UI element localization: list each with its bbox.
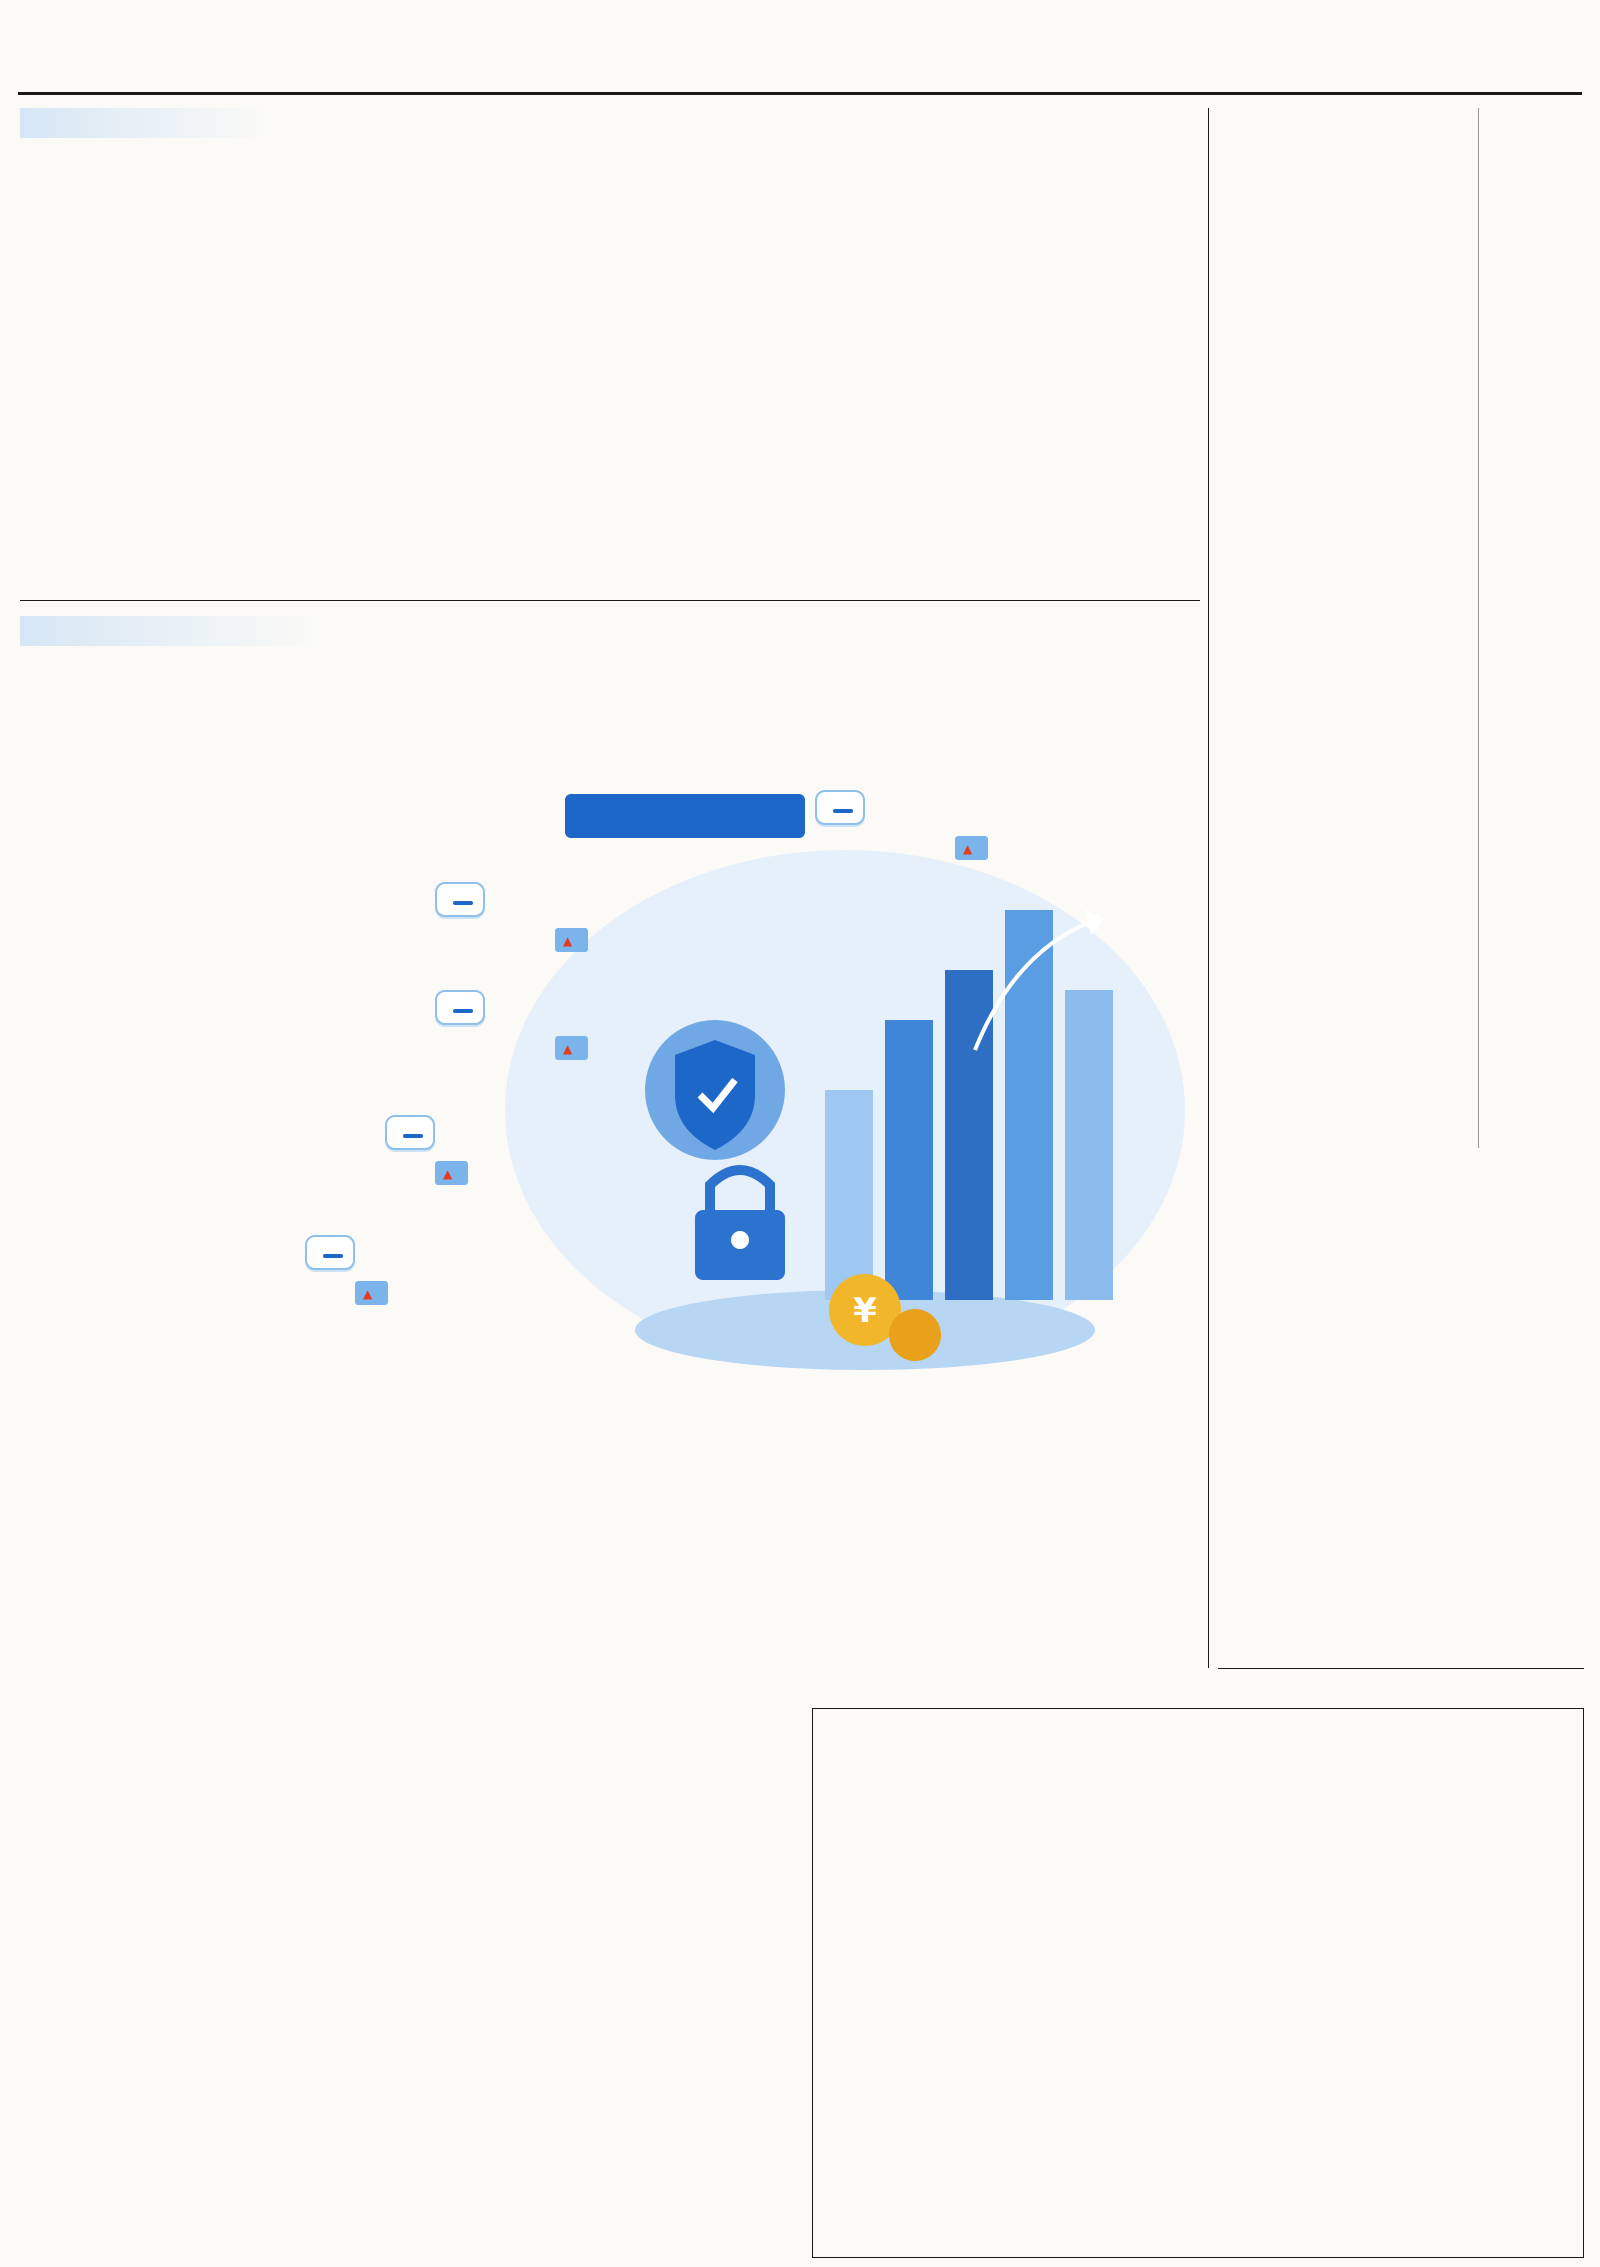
divider — [20, 600, 1200, 601]
growth-badge — [355, 1281, 388, 1305]
ad-body — [827, 1795, 1571, 2235]
article-column — [420, 1400, 792, 2258]
sidebar-column — [1218, 1150, 1584, 1662]
sidebar-column — [1218, 108, 1450, 1148]
column-tag-bar — [20, 108, 270, 138]
up-triangle-icon: ▲ — [563, 1042, 573, 1056]
growth-badge — [435, 1161, 468, 1185]
column-tag — [20, 108, 32, 138]
stat-card-pingan — [385, 1115, 435, 1150]
article-body — [20, 258, 1200, 588]
column-divider — [1208, 108, 1209, 1668]
divider — [1218, 1668, 1584, 1669]
up-triangle-icon: ▲ — [443, 1167, 453, 1181]
svg-text:¥: ¥ — [853, 1291, 877, 1331]
article-column — [20, 780, 410, 1480]
column-tag — [20, 616, 32, 646]
growth-badge — [555, 1036, 588, 1060]
article-column — [20, 1488, 410, 2258]
up-triangle-icon: ▲ — [563, 934, 573, 948]
infographic-banner — [565, 794, 805, 838]
up-triangle-icon: ▲ — [363, 1287, 373, 1301]
infographic-background — [415, 790, 1195, 1390]
article-column — [812, 1400, 1200, 1690]
growth-badge — [555, 928, 588, 952]
advertisement — [812, 1708, 1584, 2258]
stat-card-cpic — [435, 990, 485, 1025]
stat-card-picc — [815, 790, 865, 825]
column-tag-bar — [20, 616, 320, 646]
growth-badge — [955, 836, 988, 860]
column-divider — [1478, 108, 1479, 1148]
masthead-rule — [18, 92, 1582, 95]
infographic — [363, 790, 1195, 1390]
stat-card-taiping — [305, 1235, 355, 1270]
stat-card-nci — [435, 882, 485, 917]
up-triangle-icon: ▲ — [963, 842, 973, 856]
